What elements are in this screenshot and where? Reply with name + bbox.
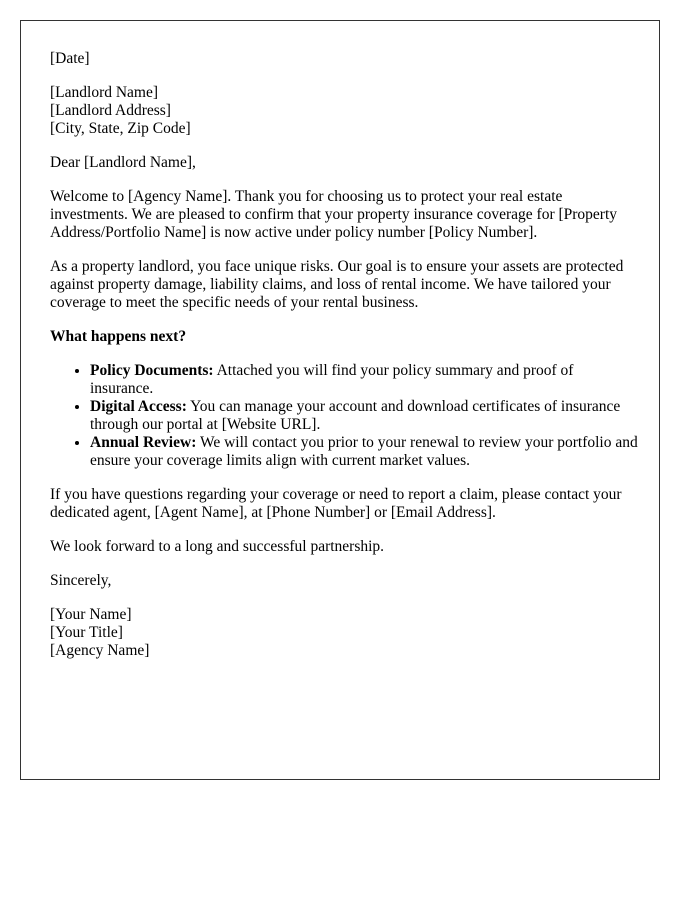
list-item-text: Attached you will find your policy summary and proof of insurance. bbox=[90, 362, 574, 397]
next-steps-list bbox=[50, 362, 640, 470]
signature-block bbox=[50, 606, 640, 660]
letter-date: [Date] bbox=[50, 50, 90, 67]
salutation: Dear [Landlord Name], bbox=[50, 154, 196, 171]
list-item-annual-review bbox=[90, 434, 640, 470]
recipient-address: [Landlord Address] bbox=[50, 102, 171, 119]
welcome-paragraph: Welcome to [Agency Name]. Thank you for choosing us to protect your real estate investments. We are pleased to confirm that your property insurance coverage for [Property Address/Portfolio Name] is now active under policy number [Policy Number]. bbox=[50, 188, 618, 241]
closing-paragraph: We look forward to a long and successful partnership. bbox=[50, 538, 385, 555]
list-item-policy-documents bbox=[90, 362, 640, 398]
date-block bbox=[50, 50, 640, 68]
next-steps-heading: What happens next? bbox=[50, 328, 187, 345]
letter-body bbox=[50, 50, 640, 676]
list-item-digital-access bbox=[90, 398, 640, 434]
list-item-text: You can manage your account and download certificates of insurance through our portal at [Website URL]. bbox=[90, 398, 621, 433]
signature-title: [Your Title] bbox=[50, 624, 123, 641]
recipient-city-state-zip: [City, State, Zip Code] bbox=[50, 120, 191, 137]
signature-agency: [Agency Name] bbox=[50, 642, 150, 659]
risks-paragraph: As a property landlord, you face unique risks. Our goal is to ensure your assets are protected against property damage, liability claims, and loss of rental income. We have tailored your coverage to meet the specific needs of your rental business. bbox=[50, 258, 624, 311]
contact-paragraph: If you have questions regarding your coverage or need to report a claim, please contact your dedicated agent, [Agent Name], at [Phone Number] or [Email Address]. bbox=[50, 486, 622, 521]
signature-name: [Your Name] bbox=[50, 606, 132, 623]
list-item-text: We will contact you prior to your renewal to review your portfolio and ensure your coverage limits align with current market values. bbox=[90, 434, 638, 469]
list-item-label: Digital Access: bbox=[90, 398, 187, 415]
list-item-label: Policy Documents: bbox=[90, 362, 214, 379]
list-item-label: Annual Review: bbox=[90, 434, 197, 451]
recipient-name: [Landlord Name] bbox=[50, 84, 159, 101]
letter-frame bbox=[20, 20, 660, 780]
recipient-address-block bbox=[50, 84, 640, 138]
sign-off: Sincerely, bbox=[50, 572, 112, 589]
